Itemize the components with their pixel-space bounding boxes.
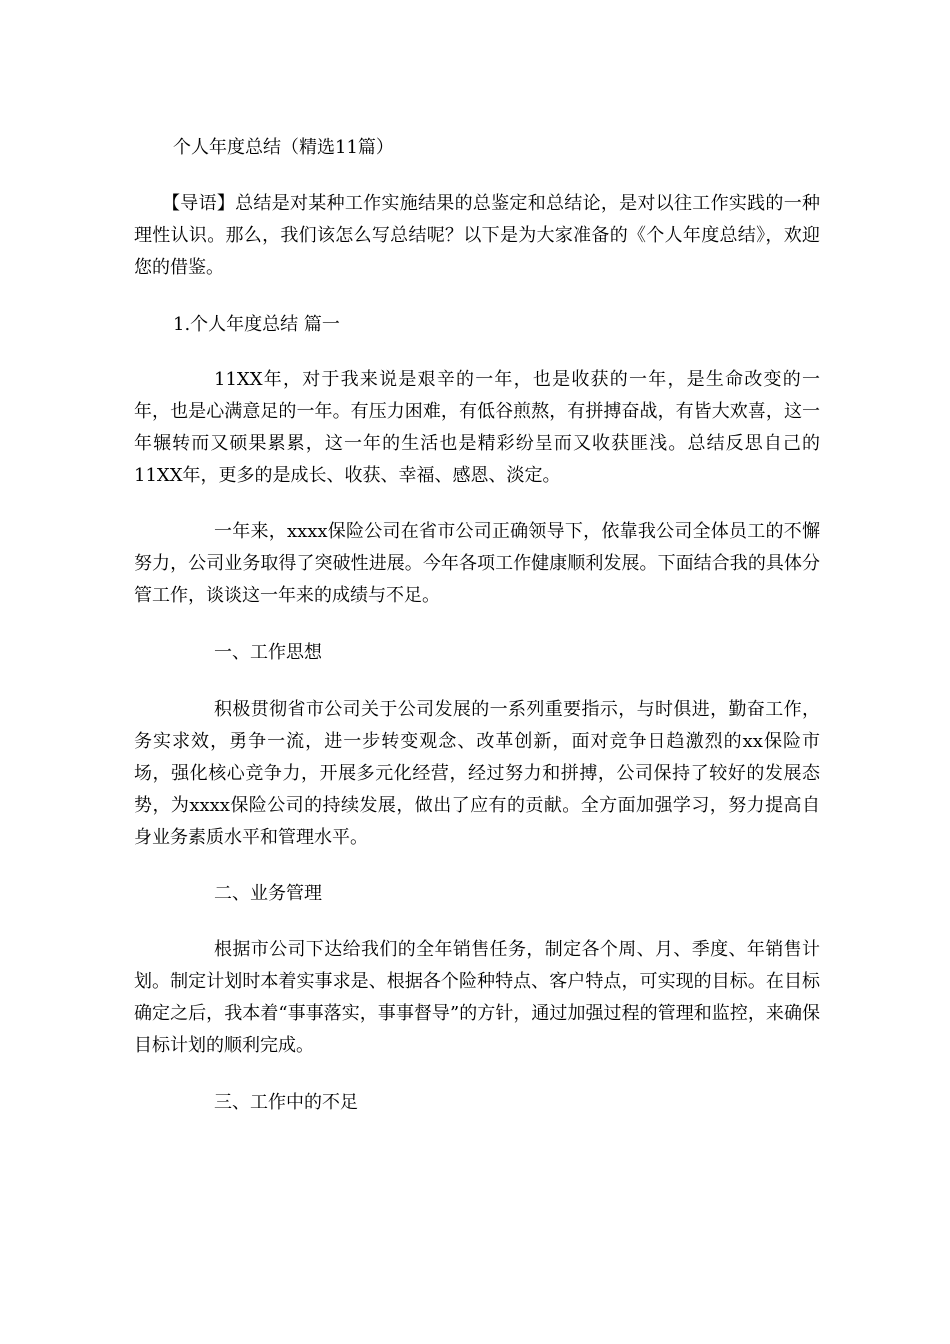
section-heading-1: 1.个人年度总结 篇一	[173, 314, 340, 335]
paragraph-3: 积极贯彻省市公司关于公司发展的一系列重要指示，与时俱进，勤奋工作，务实求效，勇争一流，进一步转变观念、改革创新，面对竞争日趋激烈的xx保险市场，强化核心竞争力，开展多元化经营，经过努力和拼搏，公司保持了较好的发展态势，为xxxx保险公司的持续发展，做出了应有的贡献。全方面加强学习，努力提高自身业务素质水平和管理水平。	[134, 699, 820, 848]
heading-shortcomings: 三、工作中的不足	[214, 1092, 358, 1113]
intro-paragraph: 【导语】总结是对某种工作实施结果的总鉴定和总结论，是对以往工作实践的一种理性认识。那么，我们该怎么写总结呢？以下是为大家准备的《个人年度总结》，欢迎您的借鉴。	[134, 193, 820, 278]
paragraph-2: 一年来，xxxx保险公司在省市公司正确领导下，依靠我公司全体员工的不懈努力，公司业务取得了突破性进展。今年各项工作健康顺利发展。下面结合我的具体分管工作，谈谈这一年来的成绩与不足。	[134, 521, 820, 606]
document-title: 个人年度总结（精选11篇）	[173, 137, 394, 158]
heading-business-management: 二、业务管理	[214, 883, 322, 904]
paragraph-1: 11XX年，对于我来说是艰辛的一年，也是收获的一年，是生命改变的一年，也是心满意足的一年。有压力困难，有低谷煎熬，有拼搏奋战，有皆大欢喜，这一年辗转而又硕果累累，这一年的生活也是精彩纷呈而又收获匪浅。总结反思自己的11XX年，更多的是成长、收获、幸福、感恩、淡定。	[134, 369, 820, 486]
paragraph-4: 根据市公司下达给我们的全年销售任务，制定各个周、月、季度、年销售计划。制定计划时本着实事求是、根据各个险种特点、客户特点，可实现的目标。在目标确定之后，我本着“事事落实，事事督导”的方针，通过加强过程的管理和监控，来确保目标计划的顺利完成。	[134, 939, 820, 1056]
heading-work-thought: 一、工作思想	[214, 642, 322, 663]
